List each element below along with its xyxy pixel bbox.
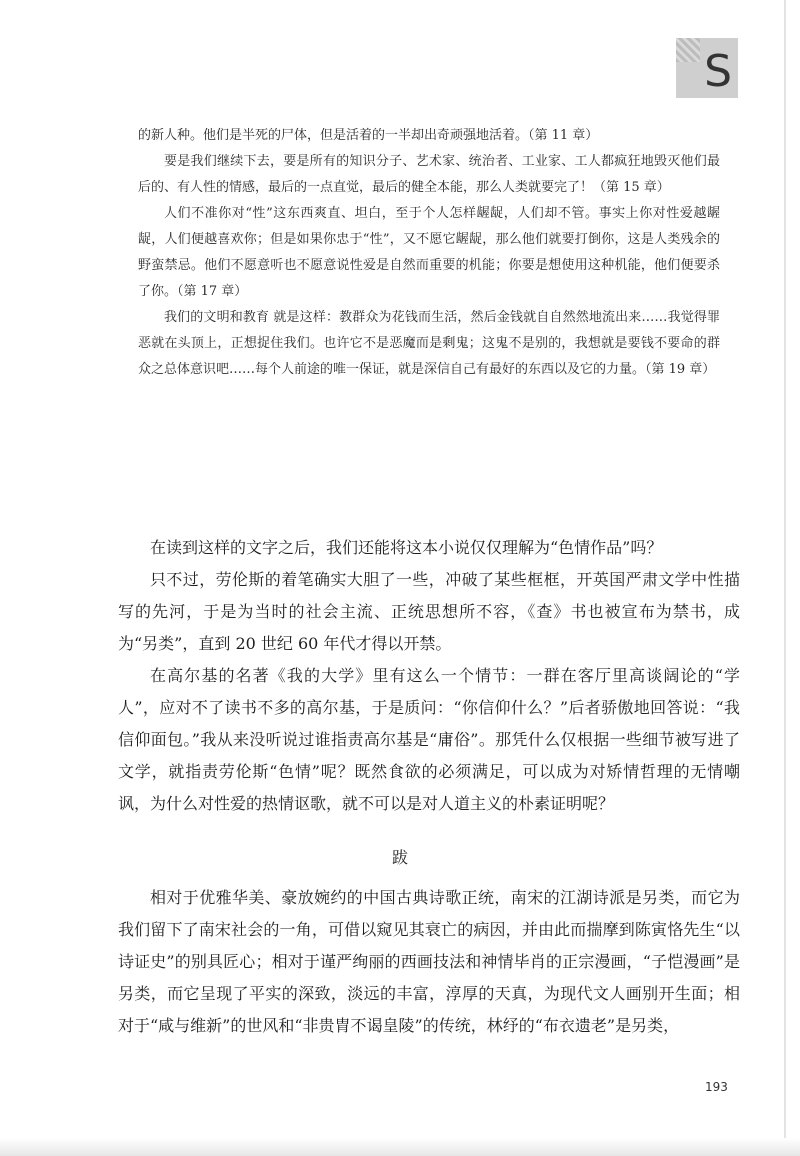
body-text [118, 532, 740, 820]
page-edge [784, 0, 786, 1156]
thumb-pattern [676, 38, 700, 62]
body-paragraph: 在读到这样的文字之后，我们还能将这本小说仅仅理解为“色情作品”吗？ [150, 538, 663, 557]
block-quote [138, 123, 720, 383]
quote-paragraph: 的新人种。他们是半死的尸体，但是活着的一半却出奇顽强地活着。（第 11 章） [138, 128, 599, 143]
quote-paragraph: 人们不准你对“性”这东西爽直、坦白，至于个人怎样龌龊，人们却不管。事实上你对性爱越龌龊，人们便越喜欢你；但是如果你忠于“性”，又不愿它龌龊，那么他们就要打倒你，这是人类残余的野蛮禁忌。他们不愿意听也不愿意说性爱是自然而重要的机能；你要是想使用这种机能，他们便要杀了你。（第 17 章） [138, 206, 720, 299]
postscript-paragraph: 相对于优雅华美、豪放婉约的中国古典诗歌正统，南宋的江湖诗派是另类，而它为我们留下了南宋社会的一角，可借以窥见其衰亡的病因，并由此而揣摩到陈寅恪先生“以诗证史”的别具匠心；相对于谨严绚丽的西画技法和神情毕肖的正宗漫画，“子恺漫画”是另类，而它呈现了平实的深致，淡远的丰富，淳厚的天真，为现代文人画别开生面；相对于“咸与维新”的世风和“非贵胄不谒皇陵”的传统，林纾的“布衣遗老”是另类， [118, 888, 740, 1035]
quote-paragraph: 要是我们继续下去，要是所有的知识分子、艺术家、统治者、工业家、工人都疯狂地毁灭他们最后的、有人性的情感，最后的一点直觉，最后的健全本能，那么人类就要完了！（第 15 章） [138, 154, 720, 195]
section-title: 跋 [391, 848, 408, 867]
thumb-index-tab [676, 38, 738, 98]
thumb-tab-letter: S [704, 46, 732, 97]
bottom-shadow [0, 1138, 800, 1156]
body-paragraph: 只不过，劳伦斯的着笔确实大胆了一些，冲破了某些框框，开英国严肃文学中性描写的先河，于是为当时的社会主流、正统思想所不容，《查》书也被宣布为禁书，成为“另类”，直到 20 世纪 60 年代才得以开禁。 [118, 570, 740, 653]
page-number: 193 [705, 1080, 728, 1094]
postscript-text [118, 882, 740, 1042]
quote-paragraph: 我们的文明和教育 就是这样：教群众为花钱而生活，然后金钱就自自然然地流出来……我觉得罪恶就在头顶上，正想捉住我们。也许它不是恶魔而是剩鬼；这鬼不是别的，我想就是要钱不要命的群众之总体意识吧……每个人前途的唯一保证，就是深信自己有最好的东西以及它的力量。（第 19 章） [138, 310, 720, 377]
body-paragraph: 在高尔基的名著《我的大学》里有这么一个情节：一群在客厅里高谈阔论的“学人”，应对不了读书不多的高尔基，于是质问：“你信仰什么？”后者骄傲地回答说：“我信仰面包。”我从来没听说过谁指责高尔基是“庸俗”。那凭什么仅根据一些细节被写进了文学，就指责劳伦斯“色情”呢？既然食欲的必须满足，可以成为对矫情哲理的无情嘲讽，为什么对性爱的热情讴歌，就不可以是对人道主义的朴素证明呢？ [118, 666, 740, 813]
